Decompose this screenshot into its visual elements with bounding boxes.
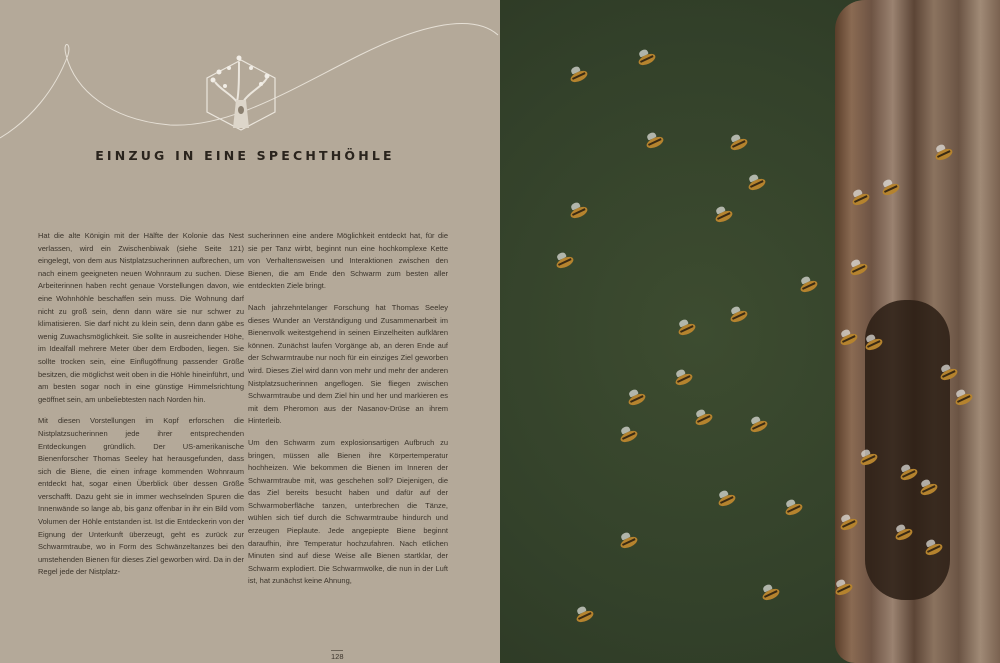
bee bbox=[729, 309, 749, 325]
text-column-right bbox=[248, 230, 448, 597]
bee bbox=[569, 69, 589, 85]
bee bbox=[619, 535, 639, 551]
bee bbox=[761, 587, 781, 603]
bee-swarm-photo bbox=[500, 0, 1000, 663]
bee bbox=[674, 372, 694, 388]
bee bbox=[717, 493, 737, 509]
bee bbox=[575, 609, 595, 625]
bee bbox=[619, 429, 639, 445]
bee bbox=[799, 279, 819, 295]
chapter-title: EINZUG IN EINE SPECHTHÖHLE bbox=[95, 148, 395, 163]
bee bbox=[747, 177, 767, 193]
paragraph: Hat die alte Königin mit der Hälfte der Kolonie das Nest verlassen, wird ein Zwischenbiwak (siehe Seite 121) eingelegt, von dem aus Nistplatzsucherinnen aufbrechen, um nach einem geeigneten neuen Wohnraum zu suchen. Diese Arbeiterinnen haben recht genaue Vorstellungen davon, wie eine Wohnhöhle beschaffen sein muss. Die Wohnung darf nicht zu groß sein, denn dann wäre sie nur schwer zu klimatisieren. Sie darf nicht zu klein sein, denn dann gäbe es wenig Zuwachsmöglichkeit. Sie sollte in ausreichender Höhe, im Idealfall mehrere Meter über dem Erdboden, liegen. Sie sollte trocken sein, eine Einflugöffnung passender Größe besitzen, die möglichst weit oben in die Höhle hineinführt, und am besten sogar noch in eine günstige Himmelsrichtung geöffnet sein, am unbeliebtesten nach Norden hin. bbox=[38, 231, 244, 404]
bee bbox=[569, 205, 589, 221]
bee bbox=[694, 412, 714, 428]
bee bbox=[627, 392, 647, 408]
paragraph: Um den Schwarm zum explosionsartigen Aufbruch zu bringen, müssen alle Bienen ihre Körpertemperatur hochheizen. Wie bekommen die Bienen im Inneren der Schwarmtraube mit, was geschehen soll? Diejenigen, die das Ziel bereits besucht haben und dafür auf der Schwarmoberfläche tanzen, unterbrechen die Tänze, wühlen sich tief durch die Schwarmtraube hindurch und erzeugen Pieplaute. Jede angepiepte Biene beginnt daraufhin, ihre Temperatur hochzufahren. Nach etlichen Minuten sind auf diese Weise alle Bienen startklar, der Schwarm explodiert. Die Schwarmwolke, die nun in der Luft ist, hat zunächst keine Ahnung, bbox=[248, 437, 448, 586]
bee bbox=[784, 502, 804, 518]
text-column-left bbox=[38, 230, 244, 588]
page-number: 128 bbox=[331, 652, 344, 661]
bee bbox=[749, 419, 769, 435]
bee bbox=[729, 137, 749, 153]
bee bbox=[714, 209, 734, 225]
bee bbox=[637, 52, 657, 68]
bee bbox=[555, 255, 575, 271]
bee bbox=[645, 135, 665, 151]
paragraph: sucherinnen eine andere Möglichkeit entdeckt hat, für die sie per Tanz wirbt, beginnt nun eine hochkomplexe Kette von Verhaltensweisen und Interaktionen zwischen den Bienen, die am Ende den Schwarm zum besten aller entdeckten Ziele bringt. bbox=[248, 231, 448, 291]
tree-in-hexagon-icon bbox=[203, 52, 279, 132]
paragraph: Mit diesen Vorstellungen im Kopf erforschen die Nistplatzsucherinnen jede ihrer entsprechenden Entdeckungen gründlich. Der US-amerikanische Bienenforscher Thomas Seeley hat herausgefunden, dass sich die Biene, die einen infrage kommenden Wohnraum entdeckt hat, sogar einen Überblick über dessen Größe verschafft. Dazu geht sie in immer wechselnden Spuren die Innenwände so lange ab, bis ganz offenbar in ihr ein Bild vom Volumen der Höhle entstanden ist. Ist die Entdeckerin von der Eignung der Unterkunft überzeugt, geht es zurück zur Schwarmtraube, wo in Form des Schwänzeltanzes bei den umstehenden Bienen für dieses Ziel geworben wird. Da in der Regel jede der Nistplatz- bbox=[38, 416, 244, 577]
bee bbox=[677, 322, 697, 338]
paragraph: Nach jahrzehntelanger Forschung hat Thomas Seeley dieses Wunder an Verständigung und Zusammenarbeit im Bienenvolk weitestgehend in seinen Einzelheiten aufklären können. Zunächst laufen Vorgänge ab, an deren Ende auf der Schwarmtraube nur noch für ein einziges Ziel geworben wird. Dieses Ziel wird dann von mehr und mehr der anderen Nistplatzsucherinnen angeflogen. Sie fliegen zwischen Schwarmtraube und dem Ziel hin und her und markieren es mit dem Pheromon aus der Nasanov-Drüse an ihrem Hinterleib. bbox=[248, 302, 448, 426]
